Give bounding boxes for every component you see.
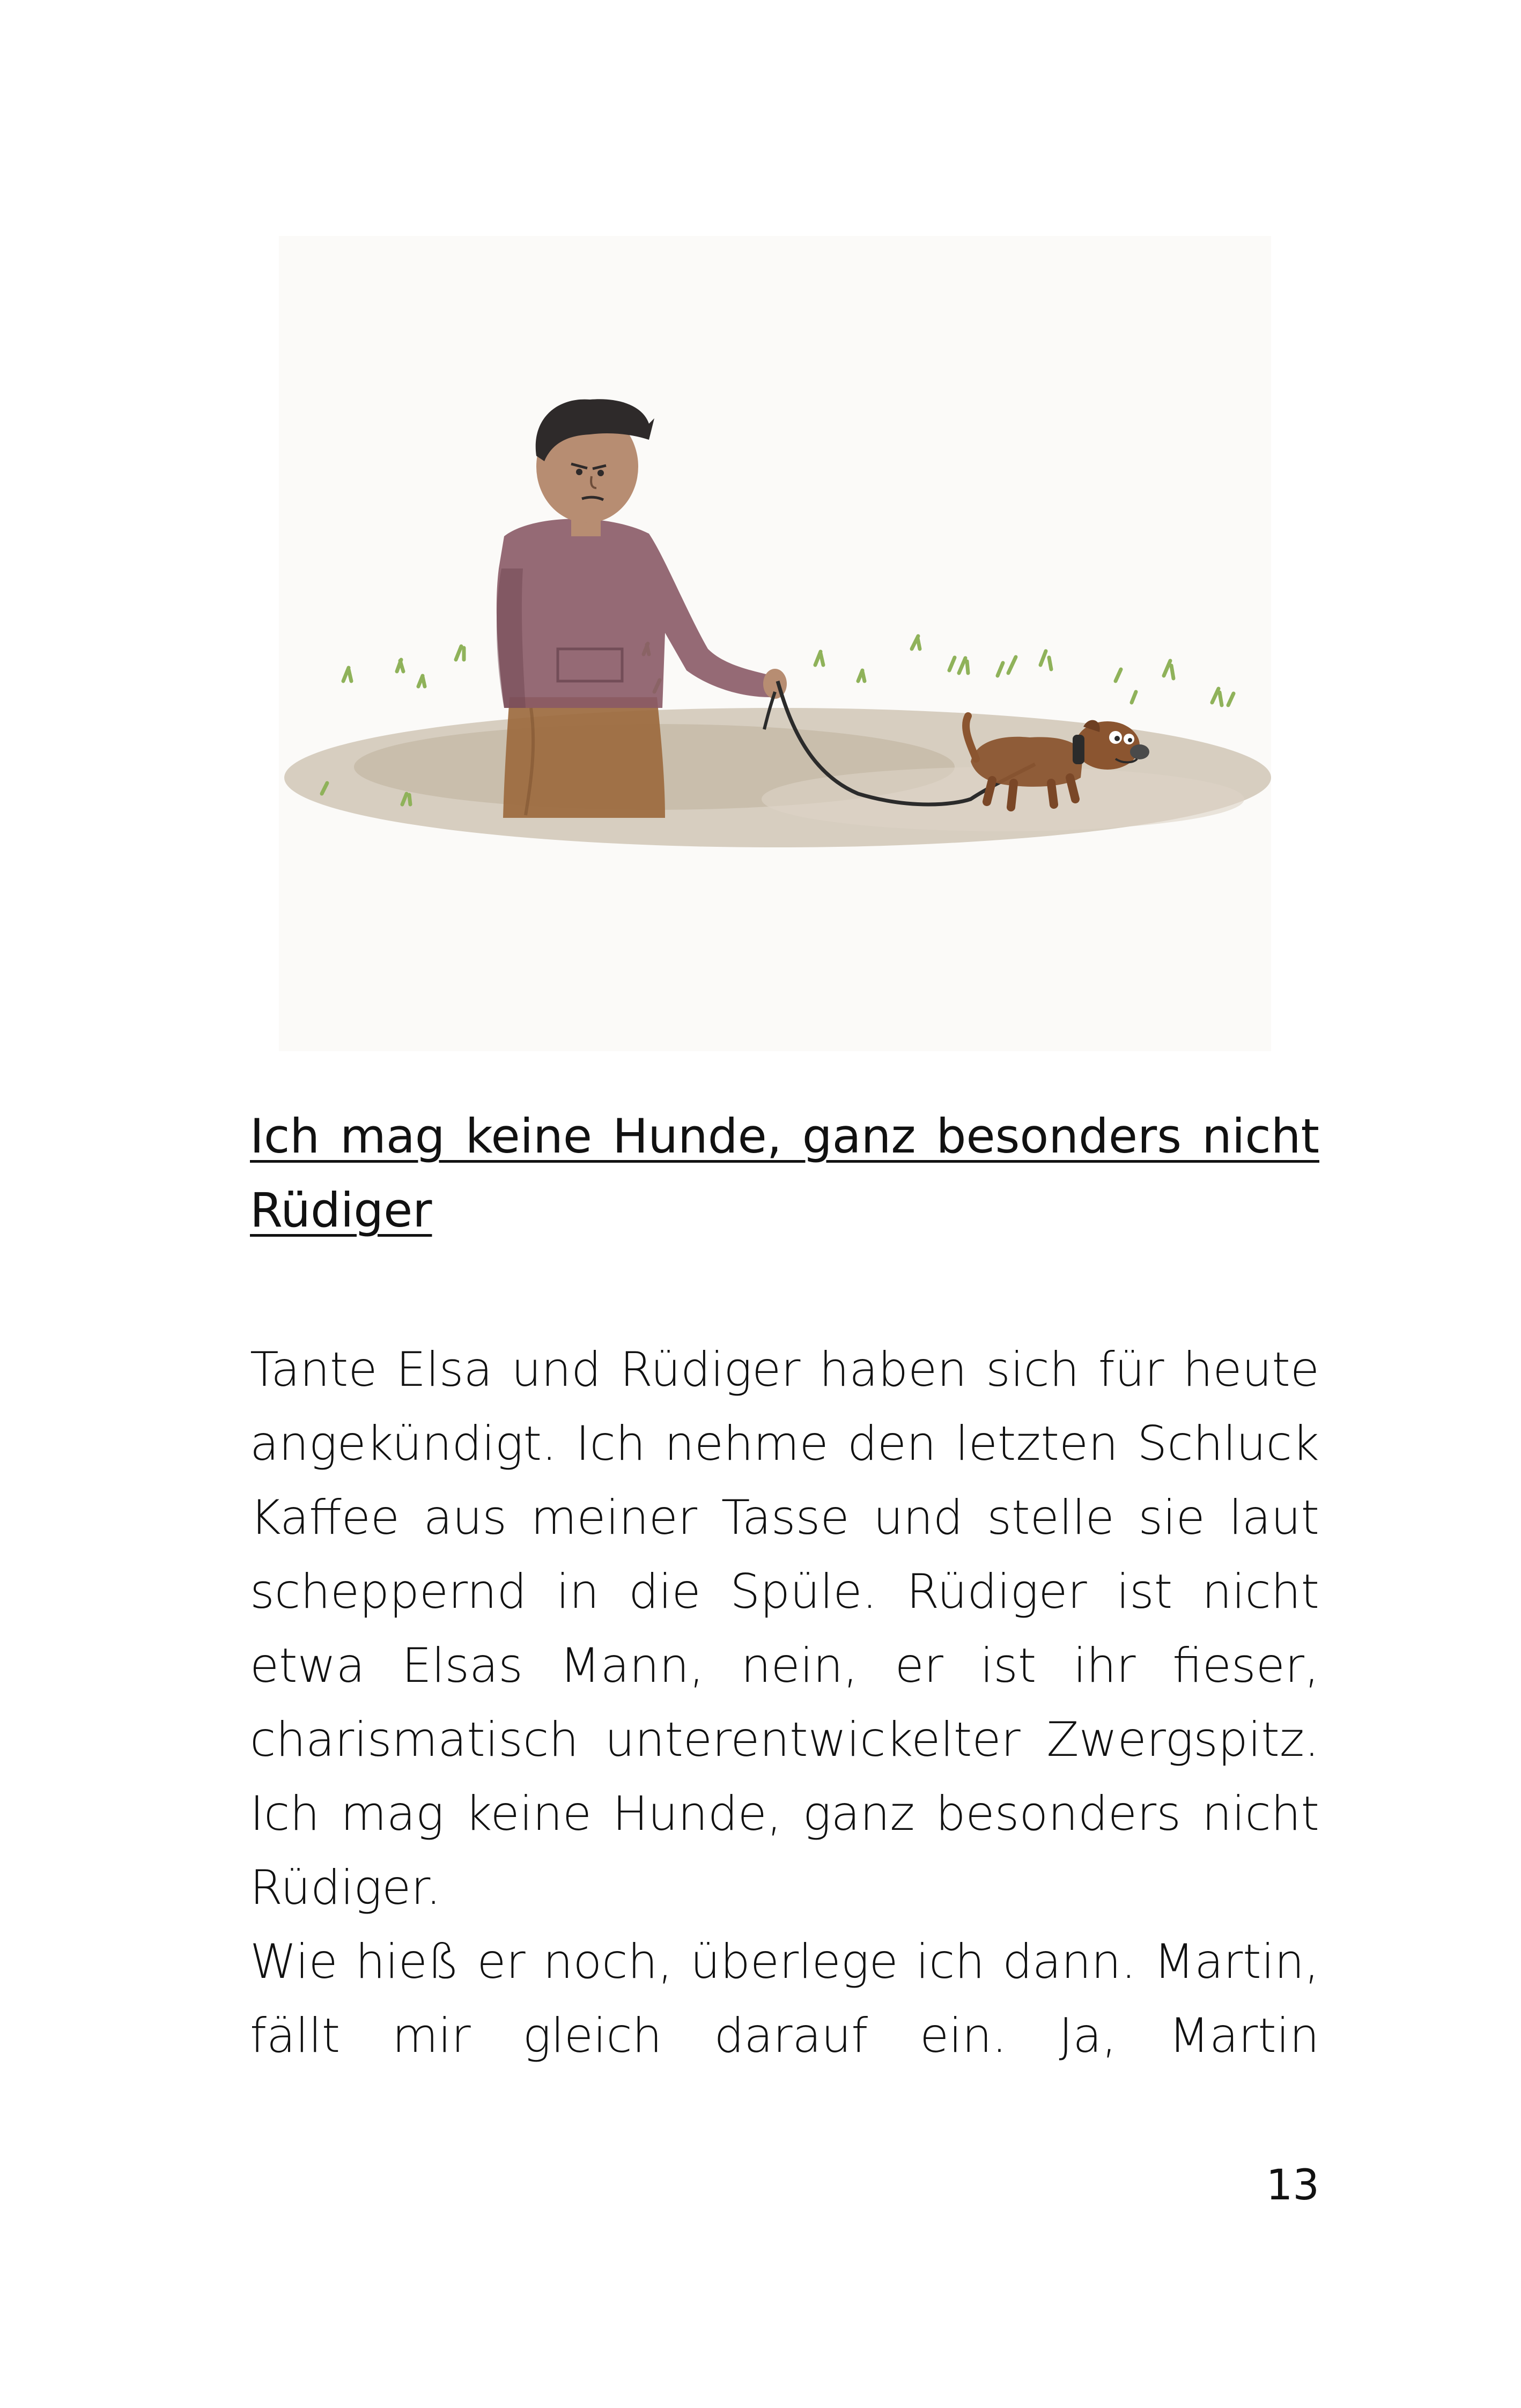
paragraph: Wie hieß er noch, überlege ich dann. Martin, fällt mir gleich darauf ein. Ja, Martin: [250, 1934, 1319, 2063]
illustration-man-walking-dog: [279, 236, 1271, 1051]
paragraph: Tante Elsa und Rüdiger haben sich für heute angekündigt. Ich nehme den letzten Schluck Kaffee aus meiner Tasse und stelle sie laut scheppernd in die Spüle. Rüdiger ist nicht etwa Elsas Mann, nein, er ist ihr fieser, charismatisch unterentwickelter Zwergspitz. Ich mag keine Hunde, ganz besonders nicht Rüdiger.: [250, 1342, 1319, 1915]
watercolor-illustration: [279, 236, 1271, 1051]
body-text: [250, 1333, 1319, 2073]
page-number: 13: [1266, 2161, 1319, 2210]
man-sweater: [497, 519, 772, 708]
chapter-heading: Ich mag keine Hunde, ganz besonders nicht Rüdiger: [250, 1109, 1319, 1238]
